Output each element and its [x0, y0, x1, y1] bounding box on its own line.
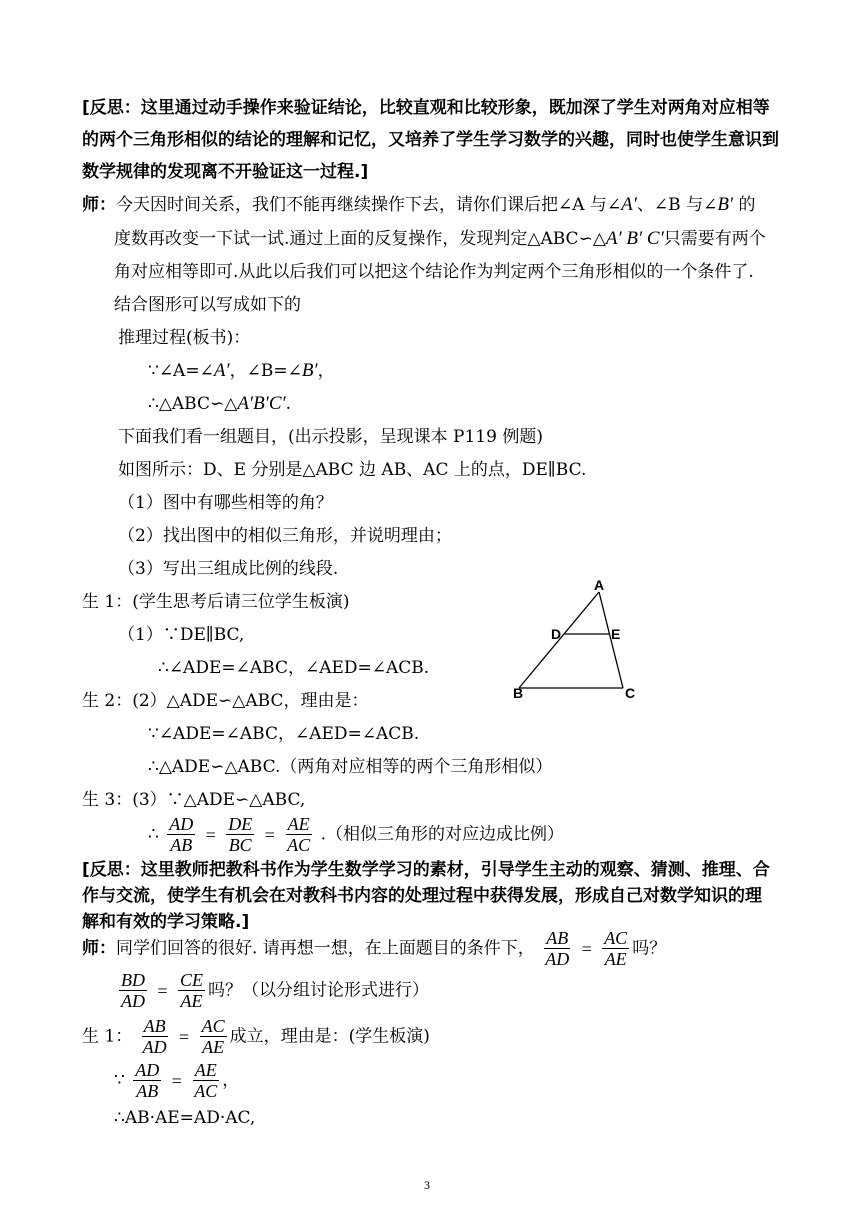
proof-step1-e: ， — [317, 361, 335, 381]
student1-line1: （1）∵DE∥BC, — [118, 625, 245, 645]
problem-q2: （2）找出图中的相似三角形，并说明理由； — [118, 526, 452, 546]
teacher1-line2-text: 度数再改变一下试一试.通过上面的反复操作，发现判定△ABC∽△ — [114, 229, 606, 249]
student1b-comma: ， — [222, 1070, 240, 1091]
student2-line1: ∵∠ADE=∠ABC，∠AED=∠ACB. — [148, 724, 420, 744]
teacher2-question2: 吗？（以分组讨论形式进行） — [207, 980, 429, 1001]
fraction-ac-ae: $\frac{AC}{AE}$ — [604, 928, 628, 969]
teacher-speaker: 师： — [82, 938, 116, 959]
label-d: D — [551, 626, 562, 642]
teacher2-line2 — [116, 968, 429, 1013]
student3-note: .（相似三角形的对应边成比例） — [320, 824, 564, 845]
teacher1-text-c: 的 — [733, 195, 756, 215]
fraction-ab-ad: $\frac{AB}{AD}$ — [545, 928, 570, 969]
reflection1-line1: [反思：这里通过动手操作来验证结论，比较直观和比较形象，既加深了学生对两角对应相等 — [82, 98, 770, 118]
label-a: A — [594, 578, 605, 593]
proof-step2-c: . — [285, 394, 292, 414]
proof-step1 — [148, 359, 335, 383]
label-c: C — [625, 685, 636, 701]
teacher1-text-b: 、∠B 与∠ — [636, 195, 718, 215]
proof-step1-c: ，∠B=∠ — [229, 361, 302, 381]
fraction-bd-ad: $\frac{BD}{AD}$ — [121, 970, 145, 1011]
teacher1-text: 今天因时间关系，我们不能再继续操作下去，请你们课后把∠A 与∠ — [116, 195, 622, 215]
student1b-text: 成立，理由是：(学生板演) — [229, 1026, 430, 1047]
fraction-ab-ad-b: $\frac{AB}{AD}$ — [142, 1016, 167, 1057]
problem-q1: （1）图中有哪些相等的角？ — [118, 493, 333, 513]
teacher1-line4: 结合图形可以写成如下的 — [114, 295, 301, 315]
label-e: E — [611, 626, 621, 642]
fraction-de-bc: $\frac{DE}{BC}$ — [228, 814, 253, 855]
therefore-symbol: ∴ — [148, 824, 159, 845]
label-b: B — [513, 685, 524, 701]
proof-step1-a: ∵∠A=∠ — [148, 361, 214, 381]
teacher1-line2-tail: 只需要有两个 — [663, 229, 766, 249]
fraction-ad-ab-b: $\frac{AD}{AB}$ — [135, 1060, 160, 1101]
teacher2-question: 吗？ — [632, 938, 667, 959]
proof-title: 推理过程(板书)： — [118, 328, 251, 348]
student2-line2: ∴△ADE∽△ABC.（两角对应相等的两个三角形相似） — [148, 757, 553, 777]
problem-intro: 下面我们看一组题目，(出示投影，呈现课本 P119 例题) — [118, 427, 543, 447]
student1b-line3: ∴AB·AE=AD·AC, — [114, 1108, 256, 1128]
reflection2-line2: 作与交流，使学生有机会在对教科书内容的处理过程中获得发展，形成自己对数学知识的理 — [82, 886, 762, 906]
student3-proportion — [148, 812, 564, 857]
fraction-ae-ac: $\frac{AE}{AC}$ — [287, 814, 311, 855]
student1b-line2 — [114, 1058, 239, 1103]
teacher-speaker: 师： — [82, 195, 116, 215]
problem-given: 如图所示：D、E 分别是△ABC 边 AB、AC 上的点，DE∥BC. — [118, 460, 587, 480]
proof-a-prime: A′ — [213, 360, 230, 381]
problem-q3: （3）写出三组成比例的线段. — [118, 559, 339, 579]
teacher2-line1 — [82, 926, 666, 971]
teacher1-line2 — [114, 227, 766, 251]
because-symbol: ∵ — [114, 1070, 125, 1091]
equals-sign: = — [205, 824, 216, 845]
fraction-ac-ae-b: $\frac{AC}{AE}$ — [201, 1016, 225, 1057]
teacher1-line1 — [82, 193, 756, 217]
triangle-figure — [505, 578, 645, 708]
teacher1-line3: 角对应相等即可.从此以后我们可以把这个结论作为判定两个三角形相似的一个条件了. — [114, 262, 754, 282]
triangle-prime: A′ B′ C′ — [605, 228, 664, 249]
reflection2-line1: [反思：这里教师把教科书作为学生数学学习的素材，引导学生主动的观察、猜测、推理、合 — [82, 860, 770, 880]
equals-sign: = — [581, 938, 592, 959]
proof-b-prime: B′ — [301, 360, 318, 381]
proof-triangle-prime: A′B′C′ — [237, 393, 286, 414]
fraction-ae-ac-b: $\frac{AE}{AC}$ — [194, 1060, 218, 1101]
reflection1-line3: 数学规律的发现离不开验证这一过程.] — [82, 162, 369, 182]
proof-step2-a: ∴△ABC∽△ — [148, 394, 238, 414]
student1-line2: ∴∠ADE=∠ABC，∠AED=∠ACB. — [158, 658, 430, 678]
student1b-line1 — [82, 1014, 430, 1059]
equals-sign: = — [157, 980, 168, 1001]
fraction-ad-ab: $\frac{AD}{AB}$ — [169, 814, 194, 855]
fraction-ce-ae: $\frac{CE}{AE}$ — [179, 970, 203, 1011]
equals-sign: = — [264, 824, 275, 845]
student1b-head: 生 1： — [82, 1026, 133, 1047]
angle-b-prime: B′ — [717, 194, 734, 215]
student1-head: 生 1：(学生思考后请三位学生板演) — [82, 592, 350, 612]
student2-head: 生 2：(2）△ADE∽△ABC，理由是： — [82, 691, 369, 711]
student3-head: 生 3：(3）∵△ADE∽△ABC, — [82, 790, 306, 810]
equals-sign: = — [179, 1026, 190, 1047]
equals-sign: = — [171, 1070, 182, 1091]
reflection2-line3: 解和有效的学习策略.] — [82, 912, 250, 932]
reflection1-line2: 的两个三角形相似的结论的理解和记忆，又培养了学生学习数学的兴趣，同时也使学生意识到 — [82, 130, 779, 150]
proof-step2 — [148, 392, 291, 416]
page-number: 3 — [424, 1178, 430, 1192]
teacher2-text: 同学们回答的很好. 请再想一想，在上面题目的条件下， — [116, 938, 535, 959]
angle-a-prime: A′ — [621, 194, 637, 215]
